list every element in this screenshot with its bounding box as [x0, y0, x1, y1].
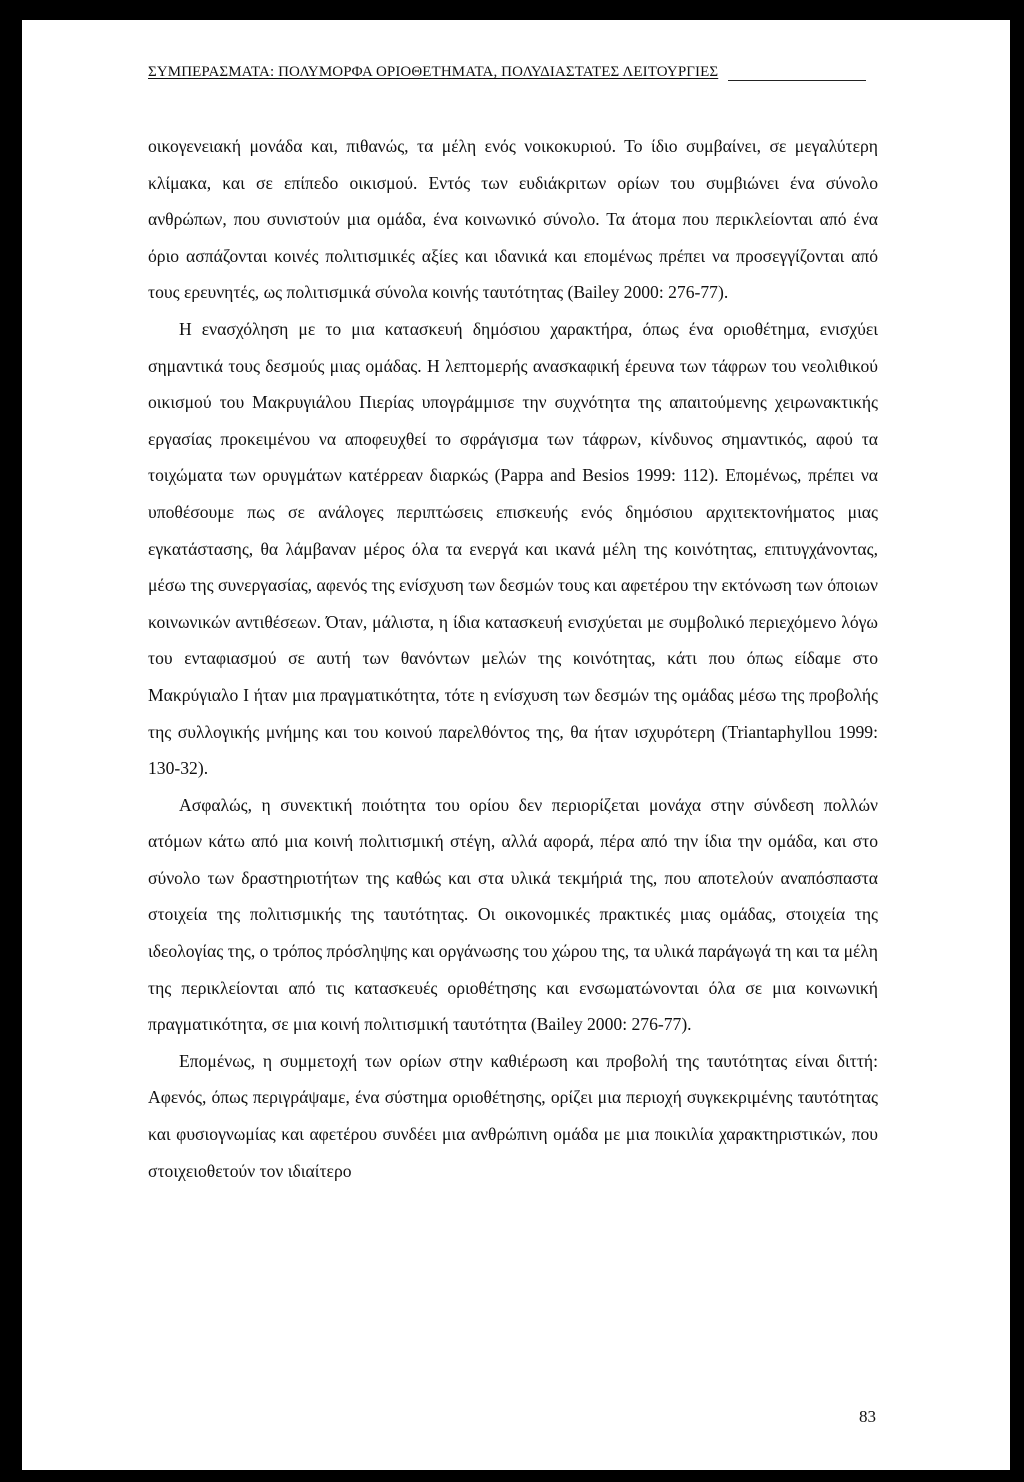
paragraph: Επομένως, η συμμετοχή των ορίων στην καθιέρωση και προβολή της ταυτότητας είναι διττή: Αφενός, όπως περιγράψαμε, ένα σύστημα οριοθέτησης, ορίζει μια περιοχή συγκεκριμένης ταυτότητας και φυσιογνωμίας και αφετέρου συνδέει μια ανθρώπινη ομάδα με μια ποικιλία χαρακτηριστικών, που στοιχειοθετούν τον ιδιαίτερο — [148, 1050, 878, 1181]
paragraph: Η ενασχόληση με το μια κατασκευή δημόσιου χαρακτήρα, όπως ένα οριοθέτημα, ενισχύει σημαντικά τους δεσμούς μιας ομάδας. Η λεπτομερής ανασκαφική έρευνα των τάφρων του νεολιθικού οικισμού του Μακρυγιάλου Πιερίας υπογράμμισε την συχνότητα της απαιτούμενης χειρωνακτικής εργασίας προκειμένου να αποφευχθεί το σφράγισμα των τάφρων, κίνδυνος σημαντικός, αφού τα τοιχώματα των ορυγμάτων κατέρρεαν διαρκώς (Pappa and Besios 1999: 112). Επομένως, πρέπει να υποθέσουμε πως σε ανάλογες περιπτώσεις επισκευής ενός δημόσιου αρχιτεκτονήματος μιας εγκατάστασης, θα λάμβαναν μέρος όλα τα ενεργά και ικανά μέλη της κοινότητας, επιτυγχάνοντας, μέσω της συνεργασίας, αφενός της ενίσχυση των δεσμών τους και αφετέρου την εκτόνωση των όποιων κοινωνικών αντιθέσεων. Όταν, μάλιστα, η ίδια κατασκευή ενισχύεται με συμβολικό περιεχόμενο λόγω του ενταφιασμού σε αυτή των θανόντων μελών της κοινότητας, κάτι που όπως είδαμε στο Μακρύγιαλο Ι ήταν μια πραγματικότητα, τότε η ενίσχυση των δεσμών της ομάδας μέσω της προβολής της συλλογικής μνήμης και του κοινού παρελθόντος της, θα ήταν ισχυρότερη (Triantaphyllou 1999: 130-32). — [148, 318, 878, 779]
header-rule — [728, 80, 866, 81]
scan-border-bottom — [0, 1470, 1024, 1482]
scan-border-right — [1010, 0, 1024, 1482]
page-number: 83 — [859, 1407, 876, 1426]
paragraph: Ασφαλώς, η συνεκτική ποιότητα του ορίου δεν περιορίζεται μονάχα στην σύνδεση πολλών ατόμων κάτω από μια κοινή πολιτισμική στέγη, αλλά αφορά, πέρα από την ίδια την ομάδα, και στο σύνολο των δραστηριοτήτων της καθώς και στα υλικά τεκμήριά της, που αποτελούν αναπόσπαστα στοιχεία της πολιτισμικής της ταυτότητας. Οι οικονομικές πρακτικές μιας ομάδας, στοιχεία της ιδεολογίας της, ο τρόπος πρόσληψης και οργάνωσης του χώρου της, τα υλικά παράγωγά τη και τα μέλη της περικλείονται από τις κατασκευές οριοθέτησης και ενσωματώνονται όλα σε μια κοινωνική πραγματικότητα, σε μια κοινή πολιτισμική ταυτότητα (Bailey 2000: 276-77). — [148, 794, 878, 1035]
body-text — [148, 128, 878, 1189]
scan-border-top — [0, 0, 1024, 20]
running-header: ΣΥΜΠΕΡΑΣΜΑΤΑ: ΠΟΛΥΜΟΡΦΑ ΟΡΙΟΘΕΤΗΜΑΤΑ, ΠΟΛΥΔΙΑΣΤΑΤΕΣ ΛΕΙΤΟΥΡΓΙΕΣ — [148, 64, 719, 80]
scan-border-left — [0, 0, 22, 1482]
paragraph: οικογενειακή μονάδα και, πιθανώς, τα μέλη ενός νοικοκυριού. Το ίδιο συμβαίνει, σε μεγαλύτερη κλίμακα, και σε επίπεδο οικισμού. Εντός των ευδιάκριτων ορίων του συμβιώνει ένα σύνολο ανθρώπων, που συνιστούν μια ομάδα, ένα κοινωνικό σύνολο. Τα άτομα που περικλείονται από ένα όριο ασπάζονται κοινές πολιτισμικές αξίες και ιδανικά και επομένως πρέπει να προσεγγίζονται από τους ερευνητές, ως πολιτισμικά σύνολα κοινής ταυτότητας (Bailey 2000: 276-77). — [148, 136, 878, 303]
